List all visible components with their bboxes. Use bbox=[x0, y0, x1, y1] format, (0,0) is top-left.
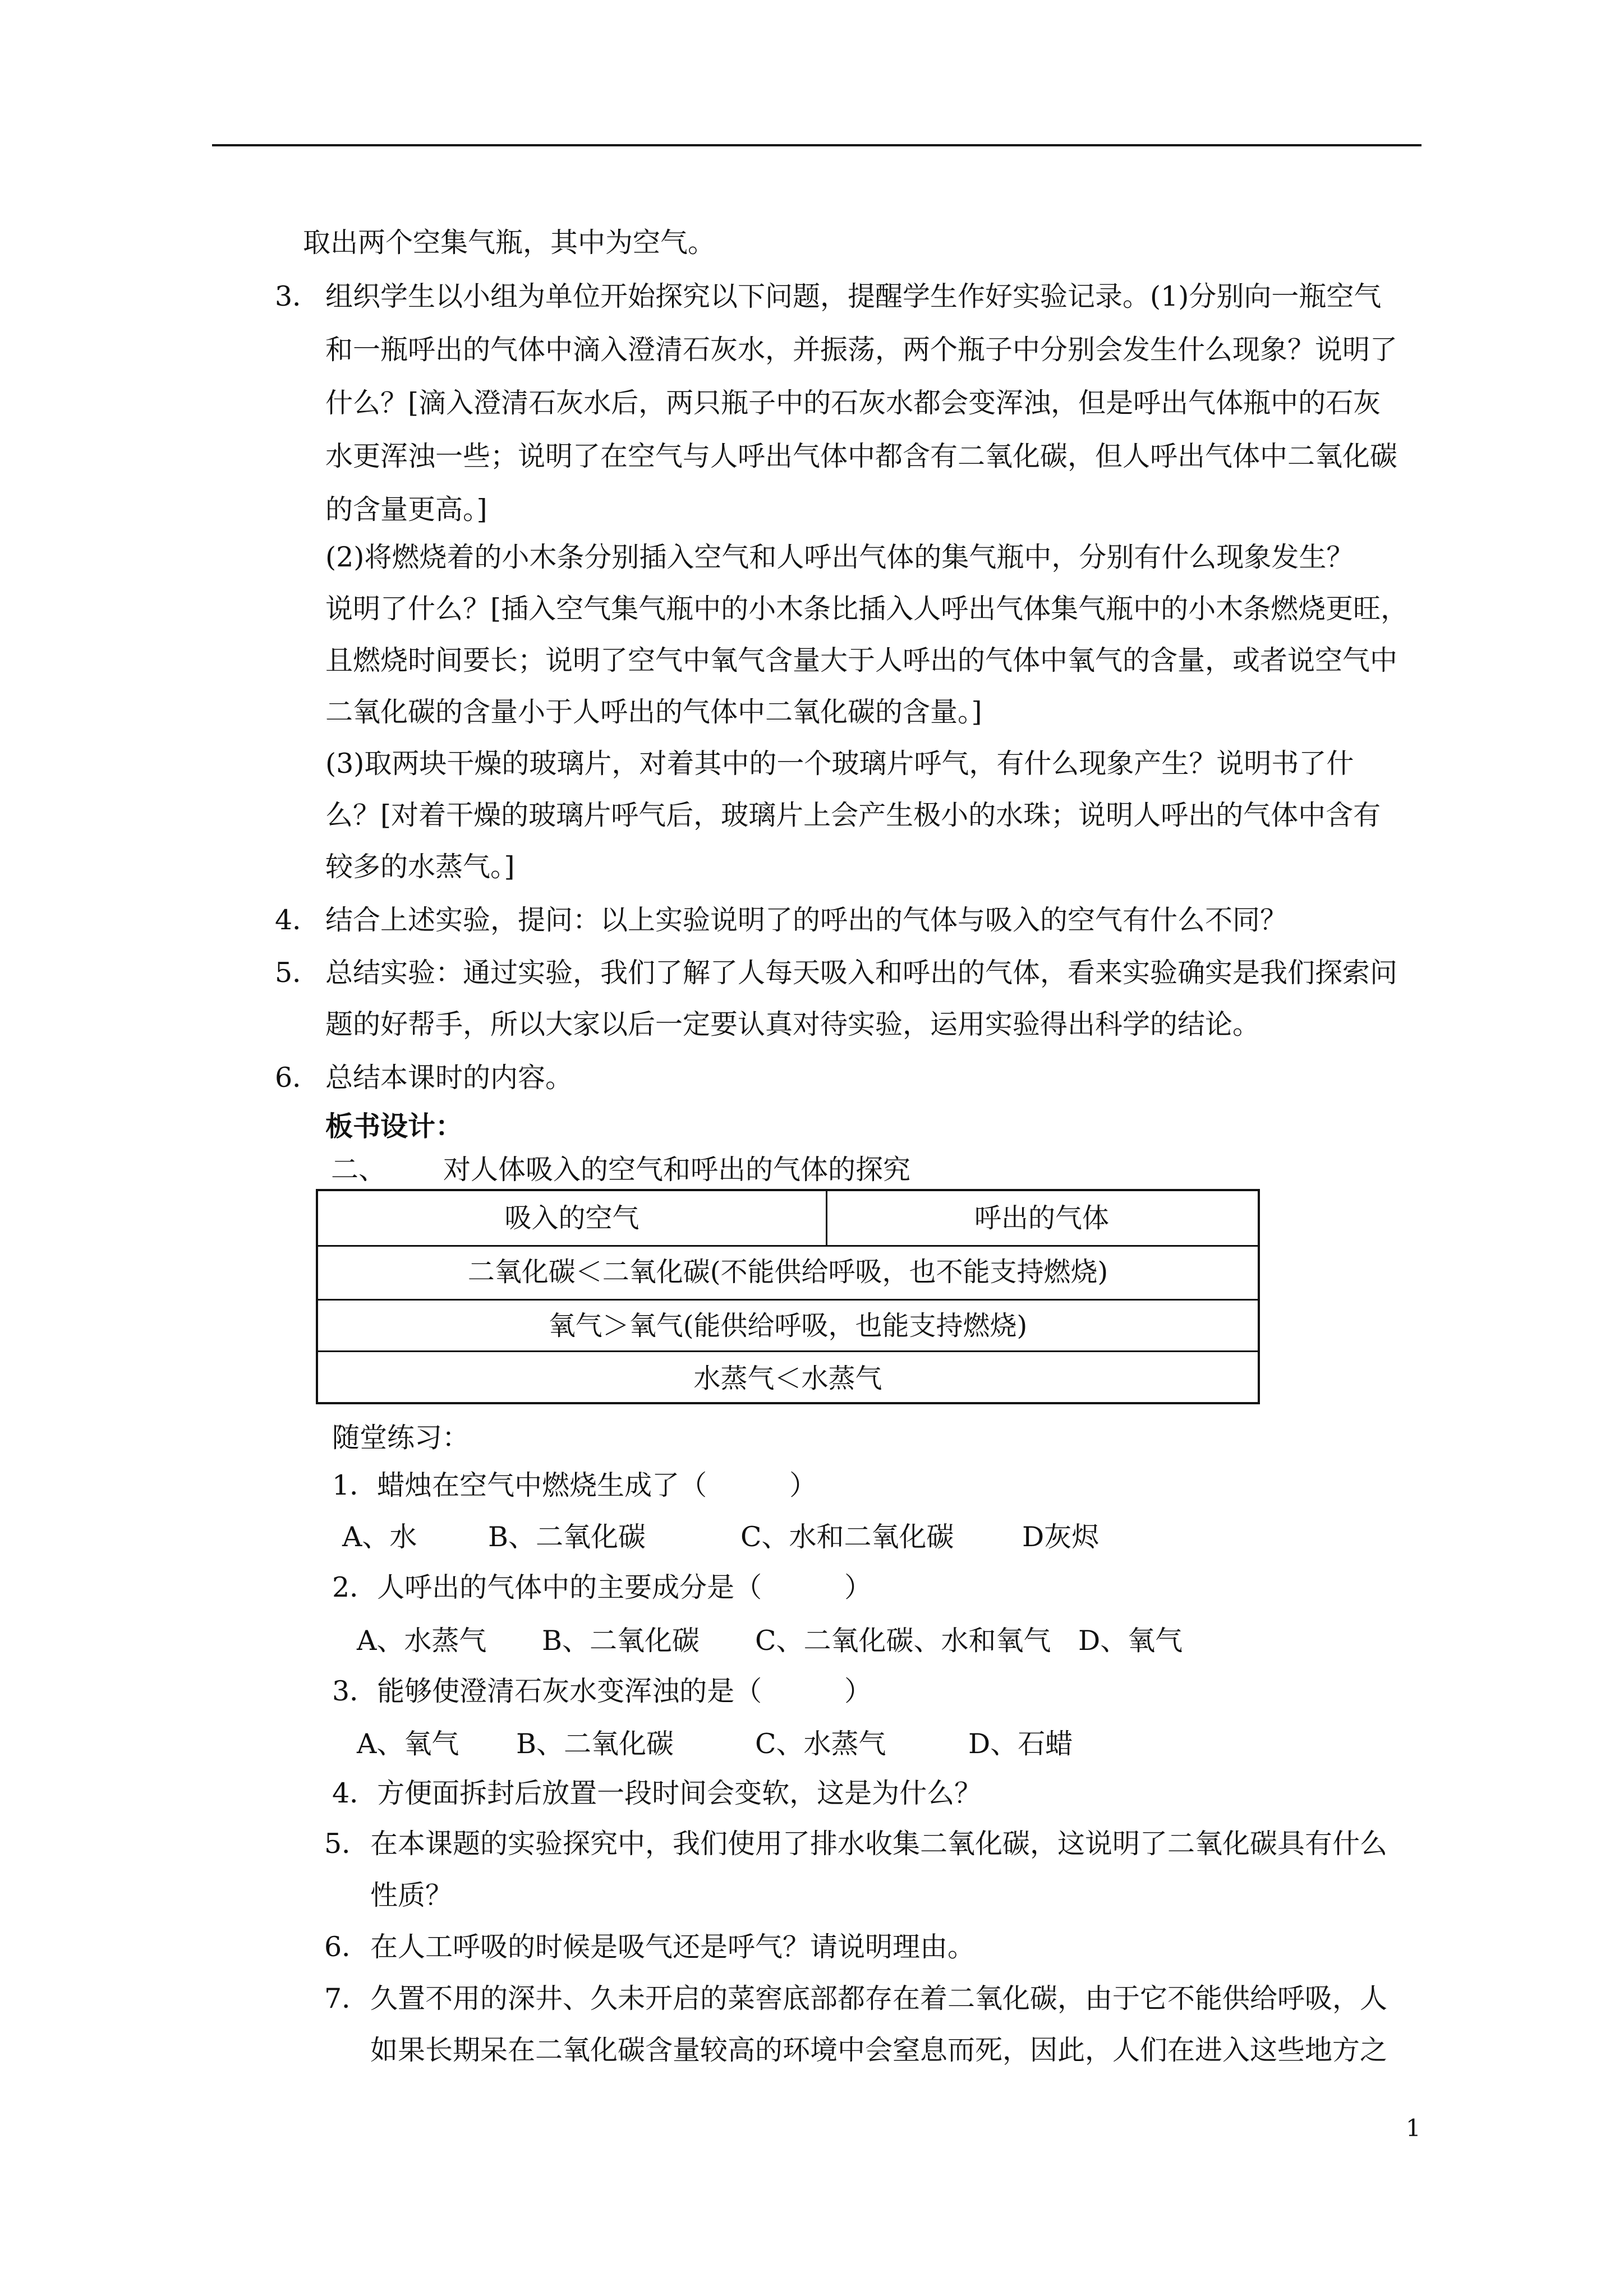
table-row-h2o: 水蒸气＜水蒸气 bbox=[693, 1363, 882, 1394]
q3-option-b: B、二氧化碳 bbox=[516, 1728, 674, 1760]
question-7-line-1: 久置不用的深井、久未开启的菜窖底部都存在着二氧化碳，由于它不能供给呼吸，人 bbox=[370, 1983, 1388, 2014]
step-3-line-2: 和一瓶呼出的气体中滴入澄清石灰水，并振荡，两个瓶子中分别会发生什么现象？说明了 bbox=[325, 334, 1398, 366]
step-6-text: 总结本课时的内容。 bbox=[325, 1062, 573, 1094]
table-row-divider bbox=[318, 1245, 1258, 1247]
q3-option-a: A、氧气 bbox=[357, 1728, 459, 1760]
question-7-line-2: 如果长期呆在二氧化碳含量较高的环境中会窒息而死，因此，人们在进入这些地方之 bbox=[370, 2034, 1388, 2066]
page-number: 1 bbox=[1406, 2114, 1421, 2142]
step-3-line-5: 的含量更高。] bbox=[325, 494, 487, 525]
sub3-line-2: 么？[对着干燥的玻璃片呼气后，玻璃片上会产生极小的水珠；说明人呼出的气体中含有 bbox=[325, 799, 1381, 831]
step-6-number: 6． bbox=[275, 1062, 320, 1094]
intro-line: 取出两个空集气瓶，其中为空气。 bbox=[303, 227, 716, 259]
sub3-line-3: 较多的水蒸气。] bbox=[325, 851, 515, 883]
table-header-exhaled: 呼出的气体 bbox=[974, 1202, 1109, 1234]
q2-option-b: B、二氧化碳 bbox=[542, 1625, 700, 1657]
step-3-number: 3． bbox=[275, 280, 320, 312]
q3-option-c: C、水蒸气 bbox=[755, 1728, 886, 1760]
q1-option-a: A、水 bbox=[342, 1521, 417, 1553]
table-row-co2: 二氧化碳＜二氧化碳(不能供给呼吸，也不能支持燃烧) bbox=[467, 1256, 1108, 1288]
board-section-number: 二、 bbox=[331, 1154, 387, 1186]
sub2-line-4: 二氧化碳的含量小于人呼出的气体中二氧化碳的含量。] bbox=[325, 696, 982, 728]
question-5-line-1: 在本课题的实验探究中，我们使用了排水收集二氧化碳，这说明了二氧化碳具有什么 bbox=[370, 1828, 1388, 1860]
step-5-line-1: 总结实验：通过实验，我们了解了人每天吸入和呼出的气体，看来实验确实是我们探索问 bbox=[325, 957, 1398, 989]
q2-option-d: D、氧气 bbox=[1078, 1625, 1183, 1657]
question-6-number: 6． bbox=[324, 1931, 370, 1963]
q1-option-b: B、二氧化碳 bbox=[488, 1521, 646, 1553]
table-row-divider bbox=[318, 1350, 1258, 1352]
table-row-o2: 氧气＞氧气(能供给呼吸，也能支持燃烧) bbox=[548, 1310, 1028, 1341]
practice-heading: 随堂练习： bbox=[332, 1422, 470, 1454]
sub2-line-3: 且燃烧时间要长；说明了空气中氧气含量大于人呼出的气体中氧气的含量，或者说空气中 bbox=[325, 644, 1398, 676]
sub2-line-2: 说明了什么？[插入空气集气瓶中的小木条比插入人呼出气体集气瓶中的小木条燃烧更旺， bbox=[325, 593, 1409, 625]
q3-option-d: D、石蜡 bbox=[968, 1728, 1073, 1760]
question-2: 2．人呼出的气体中的主要成分是（ ） bbox=[332, 1571, 872, 1603]
step-3-line-4: 水更浑浊一些；说明了在空气与人呼出气体中都含有二氧化碳，但人呼出气体中二氧化碳 bbox=[325, 440, 1398, 472]
header-rule bbox=[212, 144, 1421, 146]
step-3-line-3: 什么？[滴入澄清石灰水后，两只瓶子中的石灰水都会变浑浊，但是呼出气体瓶中的石灰 bbox=[325, 387, 1381, 419]
sub2-line-1: (2)将燃烧着的小木条分别插入空气和人呼出气体的集气瓶中，分别有什么现象发生？ bbox=[325, 541, 1354, 573]
question-5-line-2: 性质？ bbox=[370, 1879, 453, 1911]
question-6-text: 在人工呼吸的时候是吸气还是呼气？请说明理由。 bbox=[370, 1931, 976, 1963]
q2-option-c: C、二氧化碳、水和氧气 bbox=[755, 1625, 1051, 1657]
table-header-inhaled: 吸入的空气 bbox=[504, 1202, 640, 1234]
step-5-line-2: 题的好帮手，所以大家以后一定要认真对待实验，运用实验得出科学的结论。 bbox=[325, 1008, 1260, 1040]
sub3-line-1: (3)取两块干燥的玻璃片，对着其中的一个玻璃片呼气，有什么现象产生？说明书了什 bbox=[325, 748, 1354, 780]
step-3-line-1: 组织学生以小组为单位开始探究以下问题，提醒学生作好实验记录。(1)分别向一瓶空气 bbox=[325, 280, 1382, 312]
question-5-number: 5． bbox=[324, 1828, 370, 1860]
board-heading: 板书设计： bbox=[325, 1110, 463, 1142]
q2-option-a: A、水蒸气 bbox=[357, 1625, 487, 1657]
question-4: 4．方便面拆封后放置一段时间会变软，这是为什么？ bbox=[332, 1777, 982, 1809]
q1-option-d: D灰烬 bbox=[1022, 1521, 1099, 1553]
question-3: 3．能够使澄清石灰水变浑浊的是（ ） bbox=[332, 1675, 872, 1707]
board-table bbox=[316, 1189, 1260, 1404]
step-4-number: 4． bbox=[275, 904, 320, 936]
step-5-number: 5． bbox=[275, 957, 320, 989]
table-row-divider bbox=[318, 1299, 1258, 1301]
question-7-number: 7． bbox=[324, 1983, 370, 2014]
question-1: 1．蜡烛在空气中燃烧生成了（ ） bbox=[332, 1469, 817, 1501]
q1-option-c: C、水和二氧化碳 bbox=[740, 1521, 954, 1553]
step-4-text: 结合上述实验，提问：以上实验说明了的呼出的气体与吸入的空气有什么不同？ bbox=[325, 904, 1288, 936]
board-section-title: 对人体吸入的空气和呼出的气体的探究 bbox=[443, 1154, 911, 1186]
